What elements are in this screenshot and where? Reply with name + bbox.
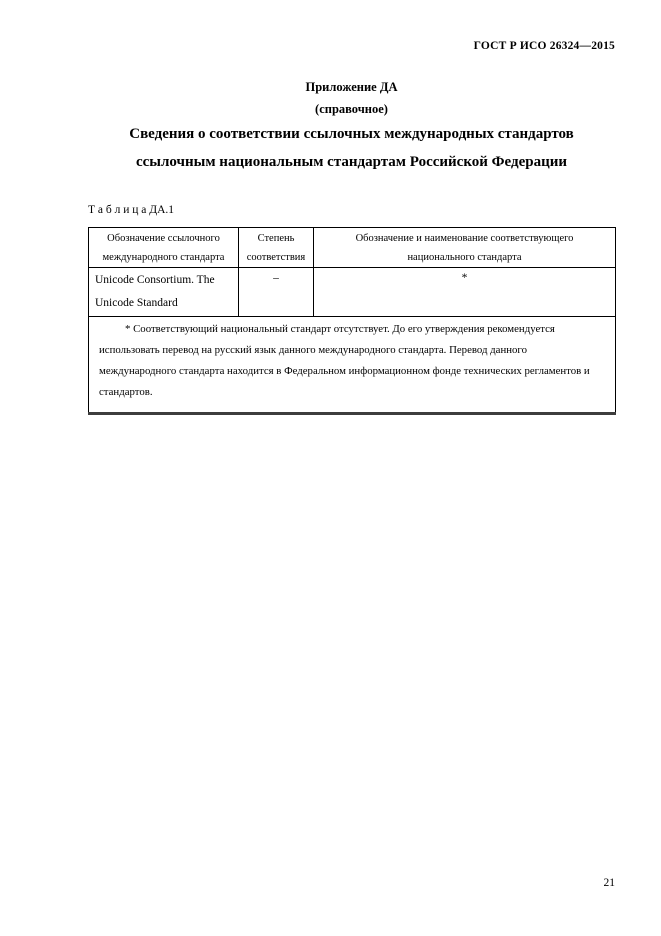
appendix-label: Приложение ДА: [305, 80, 398, 94]
appendix-title-line-1: Сведения о соответствии ссылочных международных стандартов: [129, 126, 574, 142]
table-header-international-standard: [89, 228, 239, 268]
table-caption: Т а б л и ц а ДА.1: [88, 204, 175, 216]
cell-national-standard: *: [314, 268, 616, 317]
table-footnote-row: [89, 317, 616, 414]
table-header-international-standard-label: Обозначение ссылочного международного стандарта: [102, 233, 225, 263]
table-header-degree-label: Степень соответствия: [246, 233, 306, 263]
page-number: 21: [603, 877, 615, 889]
table-header-national-standard-label: Обозначение и наименование соответствующего национального стандарта: [355, 233, 574, 263]
appendix-type-note: (справочное): [315, 102, 388, 116]
table-header-national-standard: [314, 228, 616, 268]
appendix-title-line-2: ссылочным национальным стандартам Российской Федерации: [135, 154, 568, 170]
footnote-line-1: * Соответствующий национальный стандарт отсутствует. До его утверждения рекомендуется: [125, 323, 555, 335]
page-content: [88, 76, 615, 415]
footnote-line-4: стандартов.: [99, 386, 153, 398]
correspondence-table: [88, 227, 616, 415]
table-footnote-cell: [89, 317, 616, 414]
footnote-line-3: международного стандарта находится в Федеральном информационном фонде технических регламентов и: [99, 365, 590, 377]
cell-international-standard: Unicode Consortium. The Unicode Standard: [89, 268, 239, 317]
table-header-row: [89, 228, 616, 268]
footnote-line-2: использовать перевод на русский язык данного международного стандарта. Перевод данного: [99, 344, 527, 356]
table-header-degree: [239, 228, 314, 268]
table-row: [89, 268, 616, 317]
cell-degree-of-correspondence: –: [239, 268, 314, 317]
document-code-header: ГОСТ Р ИСО 26324—2015: [473, 40, 615, 52]
